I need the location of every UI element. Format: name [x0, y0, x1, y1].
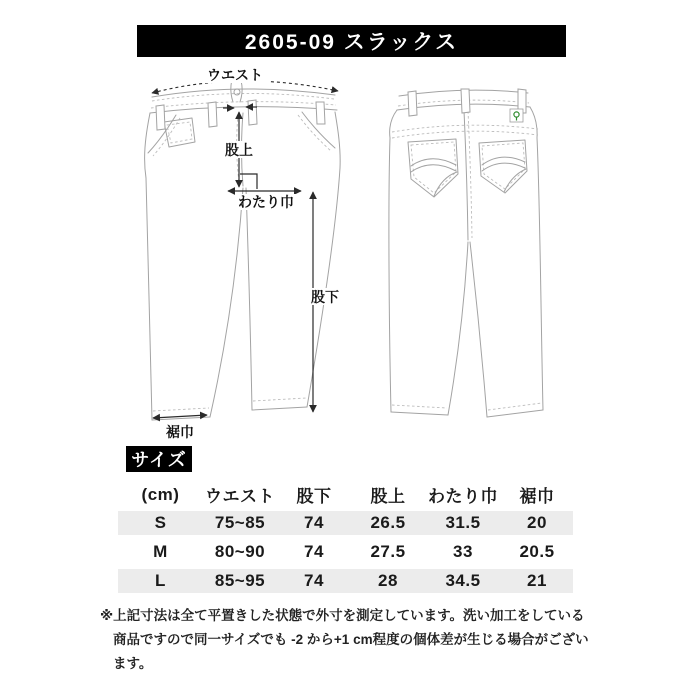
value-cell: 26.5 [370, 513, 406, 532]
value-cell: 27.5 [370, 542, 406, 561]
back-pocket [479, 140, 527, 193]
value-cell: 74 [304, 542, 324, 561]
value-cell: 75~85 [214, 513, 266, 532]
footnote-line: ※上記寸法は全て平置きした状態で外寸を測定しています。洗い加工をしている [100, 608, 585, 623]
footnote-line: 商品ですので同一サイズでも -2 から+1 cm程度の個体差が生じる場合がござい [113, 632, 589, 647]
unit-header-cell: (cm) [141, 484, 180, 504]
col-header-waist: ウエスト [205, 487, 275, 506]
thigh-width-label: わたり巾 [238, 194, 294, 210]
value-cell: 21 [527, 571, 547, 590]
size-table [118, 482, 573, 593]
back-pants-outline [389, 89, 543, 417]
size-row-s [118, 511, 573, 535]
size-row-l [118, 569, 573, 593]
belt-loop [408, 91, 417, 116]
back-pants-diagram [375, 80, 575, 435]
value-cell: 74 [304, 513, 324, 532]
belt-loop [156, 105, 165, 130]
belt-loop [248, 100, 257, 125]
value-cell: 20.5 [519, 542, 555, 561]
measurement-footnote [100, 604, 620, 676]
belt-loop [461, 89, 470, 113]
rise-label: 股上 [225, 142, 253, 158]
product-title-bar [137, 25, 566, 57]
col-header-rise: 股上 [370, 487, 406, 506]
size-table-header-row [118, 482, 573, 506]
inseam-label: 股下 [311, 289, 339, 305]
value-cell: 34.5 [445, 571, 481, 590]
size-cell: M [153, 542, 168, 561]
waist-button [234, 89, 240, 95]
value-cell: 85~95 [214, 571, 266, 590]
value-cell: 31.5 [445, 513, 481, 532]
front-measurements [152, 66, 341, 440]
front-pants-outline [145, 67, 341, 420]
belt-loop [316, 102, 325, 124]
value-cell: 20 [527, 513, 547, 532]
size-cell: S [154, 513, 167, 532]
value-cell: 74 [304, 571, 324, 590]
product-title: 2605-09 スラックス [244, 31, 459, 54]
footnote-line: ます。 [113, 656, 153, 671]
col-header-thigh: わたり巾 [428, 487, 498, 506]
value-cell: 33 [453, 542, 473, 561]
size-cell: L [155, 571, 166, 590]
front-pants-diagram [140, 60, 355, 445]
col-header-hem: 裾巾 [519, 487, 555, 506]
belt-loop [208, 102, 217, 127]
size-section-heading [126, 446, 192, 472]
size-row-m [118, 540, 573, 564]
hem-width-label: 裾巾 [166, 424, 194, 440]
value-cell: 28 [378, 571, 398, 590]
size-heading-label: サイズ [131, 450, 187, 470]
value-cell: 80~90 [214, 542, 266, 561]
waist-label: ウエスト [207, 67, 263, 83]
col-header-inseam: 股下 [296, 487, 332, 506]
